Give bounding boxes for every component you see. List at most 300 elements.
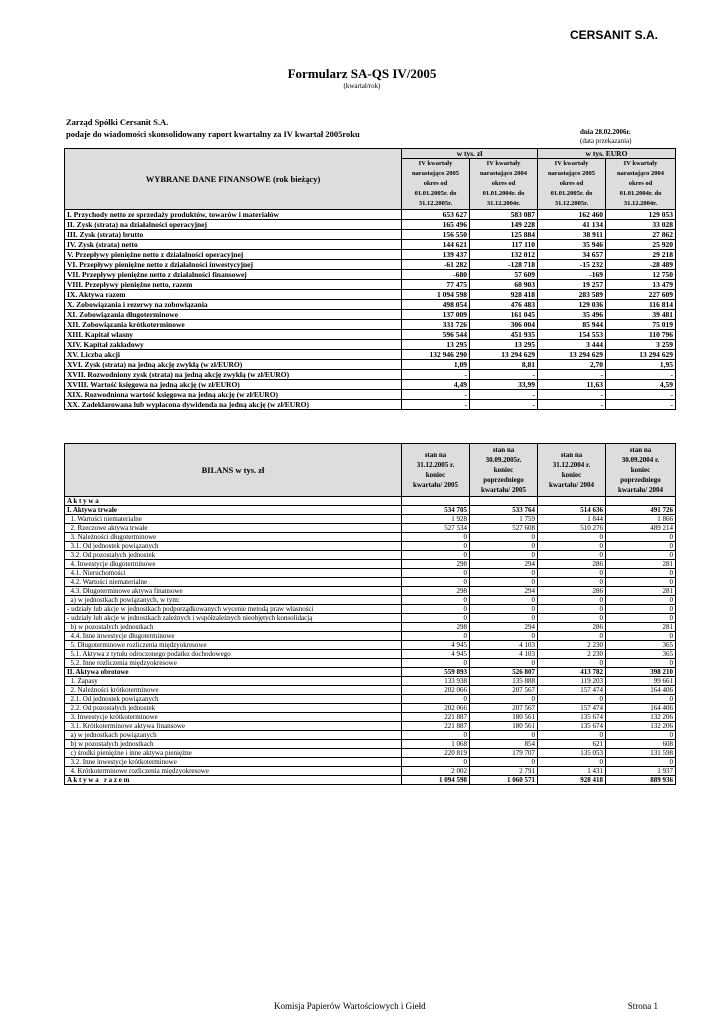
row-value: 25 920 <box>606 240 676 250</box>
row-value: - <box>538 370 606 380</box>
fin-col-header: IV kwartały narastająco 2004 okres od 01.01.2004r. do 31.12.2004r. <box>606 159 676 210</box>
row-value: 608 <box>606 740 676 749</box>
row-value: 137 009 <box>402 310 470 320</box>
row-value: 1 068 <box>402 740 470 749</box>
row-value: 0 <box>470 758 538 767</box>
fin-col-header: IV kwartały narastająco 2005 okres od 01.01.2005r. do 31.12.2005r. <box>402 159 470 210</box>
financial-row <box>65 310 676 320</box>
row-label: 3.1. Krótkoterminowe aktywa finansowe <box>65 722 402 731</box>
balance-row <box>65 668 676 677</box>
row-value: 0 <box>402 542 470 551</box>
row-label: XIII. Kapitał własny <box>65 330 402 340</box>
row-value <box>402 497 470 506</box>
row-value: 889 936 <box>606 776 676 785</box>
financial-row <box>65 360 676 370</box>
bal-col-header: stan na 31.12.2004 r. koniec kwartału/ 2004 <box>538 444 606 497</box>
row-label: 1. Wartości niematerialne <box>65 515 402 524</box>
row-label: - udziały lub akcje w jednostkach podporządkowanych wycenie metodą praw własności <box>65 605 402 614</box>
financial-row <box>65 300 676 310</box>
row-label: IX. Aktywa razem <box>65 290 402 300</box>
row-value: 283 589 <box>538 290 606 300</box>
board-line-2: podaje do wiadomości skonsolidowany raport kwartalny za IV kwartał 2005roku <box>66 129 360 139</box>
row-value: 2 230 <box>538 641 606 650</box>
row-label: 2. Rzeczowe aktywa trwałe <box>65 524 402 533</box>
row-value: 99 661 <box>606 677 676 686</box>
balance-row <box>65 749 676 758</box>
row-value: 306 004 <box>470 320 538 330</box>
row-label: A k t y w a <box>65 497 402 506</box>
balance-row <box>65 713 676 722</box>
row-value <box>470 497 538 506</box>
balance-row <box>65 596 676 605</box>
submission-date: dnia 28.02.2006r. <box>580 128 631 136</box>
financial-row <box>65 220 676 230</box>
row-value: 0 <box>470 551 538 560</box>
row-value: - <box>402 390 470 400</box>
form-subtitle: (kwartał/rok) <box>343 82 381 90</box>
row-value: 3 444 <box>538 340 606 350</box>
row-value: 202 066 <box>402 704 470 713</box>
row-value: 0 <box>470 569 538 578</box>
balance-row <box>65 704 676 713</box>
row-value: 1,09 <box>402 360 470 370</box>
row-value: 1,95 <box>606 360 676 370</box>
row-label: 5.1. Aktywa z tytułu odroczonego podatku dochodowego <box>65 650 402 659</box>
row-value: 125 884 <box>470 230 538 240</box>
row-value: 0 <box>402 695 470 704</box>
row-value: -15 232 <box>538 260 606 270</box>
row-value: -680 <box>402 270 470 280</box>
row-value: 298 <box>402 560 470 569</box>
fin-col-header: IV kwartały narastająco 2005 okres od 01.01.2005r. do 31.12.2005r. <box>538 159 606 210</box>
row-value: 0 <box>402 605 470 614</box>
row-value: 180 561 <box>470 713 538 722</box>
row-value: 0 <box>470 578 538 587</box>
row-value: 2 002 <box>402 767 470 776</box>
financial-title: WYBRANE DANE FINANSOWE (rok bieżący) <box>65 149 402 210</box>
row-label: XIX. Rozwodniona wartość księgowa na jedną akcję (w zł/EURO) <box>65 390 402 400</box>
row-label: b) w pozostałych jednostkach <box>65 623 402 632</box>
balance-row <box>65 695 676 704</box>
row-label: I. Przychody netto ze sprzedaży produktów, towarów i materiałów <box>65 210 402 220</box>
row-value: 928 418 <box>470 290 538 300</box>
financial-row <box>65 250 676 260</box>
row-value: 1 844 <box>538 515 606 524</box>
row-value: 413 782 <box>538 668 606 677</box>
balance-row <box>65 605 676 614</box>
row-value: 19 257 <box>538 280 606 290</box>
row-value: 0 <box>470 731 538 740</box>
row-value: 854 <box>470 740 538 749</box>
financial-row <box>65 210 676 220</box>
row-value: 4,49 <box>402 380 470 390</box>
balance-row <box>65 614 676 623</box>
row-label: 4. Krótkoterminowe rozliczenia międzyokresowe <box>65 767 402 776</box>
submission-date-label: (data przekazania) <box>580 137 632 145</box>
balance-row <box>65 641 676 650</box>
financial-row <box>65 370 676 380</box>
row-label: 5. Długoterminowe rozliczenia międzyokresowe <box>65 641 402 650</box>
row-label: 3.2. Od pozostałych jednostek <box>65 551 402 560</box>
row-value: 526 807 <box>470 668 538 677</box>
financial-row <box>65 330 676 340</box>
row-value: 0 <box>606 731 676 740</box>
row-label: 2.1. Od jednostek powiązanych <box>65 695 402 704</box>
row-value: 4 103 <box>470 641 538 650</box>
row-value: 0 <box>470 596 538 605</box>
bal-col-header: stan na 30.09.2004 r. koniec poprzedniego kwartału/ 2004 <box>606 444 676 497</box>
balance-row <box>65 722 676 731</box>
row-value: 0 <box>470 632 538 641</box>
balance-row <box>65 650 676 659</box>
balance-row <box>65 569 676 578</box>
row-value: 621 <box>538 740 606 749</box>
row-value: 157 474 <box>538 704 606 713</box>
balance-row <box>65 677 676 686</box>
row-value: 221 887 <box>402 722 470 731</box>
financial-row <box>65 340 676 350</box>
group-eur: w tys. EURO <box>538 149 676 159</box>
row-value: - <box>606 370 676 380</box>
row-value: 0 <box>538 578 606 587</box>
balance-title: BILANS w tys. zł <box>65 444 402 497</box>
financial-row <box>65 380 676 390</box>
row-value: 0 <box>470 614 538 623</box>
row-value: 129 053 <box>606 210 676 220</box>
row-value: 221 887 <box>402 713 470 722</box>
row-value: 77 475 <box>402 280 470 290</box>
row-label: I. Aktywa trwałe <box>65 506 402 515</box>
row-value: 75 019 <box>606 320 676 330</box>
fin-col-header: IV kwartały narastająco 2004 okres od 01.01.2004r. do 31.12.2004r. <box>470 159 538 210</box>
row-label: XVIII. Wartość księgowa na jedną akcję (w zł/EURO) <box>65 380 402 390</box>
row-value: 180 561 <box>470 722 538 731</box>
row-value: 165 496 <box>402 220 470 230</box>
row-value: 0 <box>470 605 538 614</box>
row-value: 0 <box>606 614 676 623</box>
row-value: 35 946 <box>538 240 606 250</box>
row-value: 0 <box>402 578 470 587</box>
row-value: 294 <box>470 560 538 569</box>
row-value: 135 674 <box>538 722 606 731</box>
row-label: 4.2. Wartości niematerialne <box>65 578 402 587</box>
row-value: 33,99 <box>470 380 538 390</box>
row-value: 281 <box>606 560 676 569</box>
row-value: 1 759 <box>470 515 538 524</box>
row-value: - <box>538 390 606 400</box>
row-value: 331 726 <box>402 320 470 330</box>
row-value: 13 294 629 <box>470 350 538 360</box>
balance-row <box>65 632 676 641</box>
row-value: 298 <box>402 587 470 596</box>
row-label: 5.2. Inne rozliczenia międzyokresowe <box>65 659 402 668</box>
row-value: 514 636 <box>538 506 606 515</box>
row-value: 0 <box>538 533 606 542</box>
balance-row <box>65 506 676 515</box>
row-value: - <box>470 400 538 410</box>
row-value: 35 496 <box>538 310 606 320</box>
row-label: 3.1. Od jednostek powiązanych <box>65 542 402 551</box>
row-value: 286 <box>538 560 606 569</box>
row-value: 0 <box>606 542 676 551</box>
row-value: 286 <box>538 587 606 596</box>
balance-row <box>65 524 676 533</box>
row-value: 0 <box>538 632 606 641</box>
row-value: 164 406 <box>606 686 676 695</box>
financial-row <box>65 350 676 360</box>
balance-row <box>65 515 676 524</box>
row-value: 2,70 <box>538 360 606 370</box>
row-value: 135 888 <box>470 677 538 686</box>
company-name: CERSANIT S.A. <box>569 28 658 42</box>
financial-row <box>65 230 676 240</box>
row-label: XV. Liczba akcji <box>65 350 402 360</box>
row-value: - <box>470 390 538 400</box>
row-value: 154 553 <box>538 330 606 340</box>
balance-row <box>65 623 676 632</box>
row-value: - <box>538 400 606 410</box>
row-value: 0 <box>402 569 470 578</box>
row-value: 0 <box>538 605 606 614</box>
date-box <box>580 128 660 146</box>
row-value: 39 481 <box>606 310 676 320</box>
row-value: 132 206 <box>606 722 676 731</box>
row-value: 116 814 <box>606 300 676 310</box>
row-value: 13 295 <box>470 340 538 350</box>
row-value: 294 <box>470 623 538 632</box>
row-value: 281 <box>606 623 676 632</box>
row-value: 0 <box>606 533 676 542</box>
bal-col-header: stan na 30.09.2005r. koniec poprzedniego kwartału/ 2005 <box>470 444 538 497</box>
row-value: -169 <box>538 270 606 280</box>
row-label: VII. Przepływy pieniężne netto z działalności finansowej <box>65 270 402 280</box>
row-value: 0 <box>538 731 606 740</box>
row-label: a) w jednostkach powiązanych, w tym: <box>65 596 402 605</box>
row-value: 476 483 <box>470 300 538 310</box>
row-value: 286 <box>538 623 606 632</box>
row-value: 1 937 <box>606 767 676 776</box>
row-value: 0 <box>606 605 676 614</box>
row-value: 298 <box>402 623 470 632</box>
row-value: 119 203 <box>538 677 606 686</box>
row-value: 1 928 <box>402 515 470 524</box>
row-value: 451 935 <box>470 330 538 340</box>
balance-row <box>65 587 676 596</box>
row-value: 0 <box>606 659 676 668</box>
financial-row <box>65 390 676 400</box>
row-value: 527 608 <box>470 524 538 533</box>
row-value: 33 028 <box>606 220 676 230</box>
row-value: 4,59 <box>606 380 676 390</box>
row-value: 527 534 <box>402 524 470 533</box>
row-value: 398 210 <box>606 668 676 677</box>
financial-row <box>65 320 676 330</box>
row-label: - udziały lub akcje w jednostkach zależnych i współzależnych nieobjętych konsolidacją <box>65 614 402 623</box>
balance-table <box>64 443 676 785</box>
row-value: 0 <box>538 596 606 605</box>
row-value: 0 <box>402 758 470 767</box>
row-value: 0 <box>470 542 538 551</box>
row-label: 4.4. Inne inwestycje długoterminowe <box>65 632 402 641</box>
row-value: 0 <box>606 569 676 578</box>
row-value: 0 <box>606 758 676 767</box>
row-value: 4 945 <box>402 641 470 650</box>
row-value: 0 <box>402 731 470 740</box>
financial-row <box>65 290 676 300</box>
balance-row <box>65 731 676 740</box>
financial-row <box>65 400 676 410</box>
row-value: - <box>470 370 538 380</box>
row-value: 3 259 <box>606 340 676 350</box>
row-value: 0 <box>538 659 606 668</box>
row-value: 0 <box>402 551 470 560</box>
row-value: 0 <box>402 533 470 542</box>
row-value: 0 <box>538 758 606 767</box>
row-value: 41 134 <box>538 220 606 230</box>
balance-row <box>65 659 676 668</box>
row-value: 559 893 <box>402 668 470 677</box>
row-label: A k t y w a r a z e m <box>65 776 402 785</box>
row-label: a) w jednostkach powiązanych <box>65 731 402 740</box>
row-value: 60 903 <box>470 280 538 290</box>
row-value: 4 103 <box>470 650 538 659</box>
row-value <box>538 497 606 506</box>
row-label: 3. Inwestycje krótkoterminowe <box>65 713 402 722</box>
balance-row <box>65 560 676 569</box>
financial-table <box>64 148 676 410</box>
row-value: 281 <box>606 587 676 596</box>
row-label: III. Zysk (strata) brutto <box>65 230 402 240</box>
row-value: 2 230 <box>538 650 606 659</box>
row-value: 0 <box>402 614 470 623</box>
financial-row <box>65 280 676 290</box>
row-value: 156 550 <box>402 230 470 240</box>
row-value: 207 567 <box>470 686 538 695</box>
balance-row <box>65 551 676 560</box>
row-value: 13 294 629 <box>538 350 606 360</box>
row-value: 179 707 <box>470 749 538 758</box>
row-value: 0 <box>538 614 606 623</box>
row-label: 3.2. Inne inwestycje krótkoterminowe <box>65 758 402 767</box>
row-value: 131 598 <box>606 749 676 758</box>
row-value: 85 944 <box>538 320 606 330</box>
row-label: 4. Inwestycje długoterminowe <box>65 560 402 569</box>
row-value: 135 053 <box>538 749 606 758</box>
row-label: IV. Zysk (strata) netto <box>65 240 402 250</box>
row-value: 132 012 <box>470 250 538 260</box>
row-value: -28 489 <box>606 260 676 270</box>
board-statement <box>66 116 360 140</box>
balance-row <box>65 497 676 506</box>
row-value: 653 627 <box>402 210 470 220</box>
row-value: 0 <box>402 659 470 668</box>
row-value: 0 <box>470 695 538 704</box>
row-value: 38 911 <box>538 230 606 240</box>
row-value: 132 206 <box>606 713 676 722</box>
row-value: 34 657 <box>538 250 606 260</box>
row-value: 1 866 <box>606 515 676 524</box>
row-label: VI. Przepływy pieniężne netto z działalności inwestycyjnej <box>65 260 402 270</box>
row-value: 11,63 <box>538 380 606 390</box>
row-value: 0 <box>470 533 538 542</box>
balance-row <box>65 533 676 542</box>
row-value: 1 060 571 <box>470 776 538 785</box>
row-value: 29 218 <box>606 250 676 260</box>
row-value: 135 674 <box>538 713 606 722</box>
row-value: 161 045 <box>470 310 538 320</box>
row-value: 2 791 <box>470 767 538 776</box>
financial-row <box>65 270 676 280</box>
row-label: 2.2. Od pozostałych jednostek <box>65 704 402 713</box>
balance-row <box>65 758 676 767</box>
row-value: 534 705 <box>402 506 470 515</box>
row-value: 162 460 <box>538 210 606 220</box>
row-label: b) w pozostałych jednostkach <box>65 740 402 749</box>
row-value: 0 <box>402 596 470 605</box>
row-value: 129 036 <box>538 300 606 310</box>
row-value: 13 295 <box>402 340 470 350</box>
row-value: 57 609 <box>470 270 538 280</box>
balance-row <box>65 767 676 776</box>
row-label: XVII. Rozwodniony zysk (strata) na jedną akcję zwykłą (w zł/EURO) <box>65 370 402 380</box>
row-value: 117 110 <box>470 240 538 250</box>
row-label: 2. Należności krótkoterminowe <box>65 686 402 695</box>
row-value: 0 <box>538 551 606 560</box>
row-label: 1. Zapasy <box>65 677 402 686</box>
row-value: 0 <box>606 632 676 641</box>
row-label: VIII. Przepływy pieniężne netto, razem <box>65 280 402 290</box>
group-pln: w tys. zł <box>402 149 538 159</box>
row-label: V. Przepływy pieniężne netto z działalności operacyjnej <box>65 250 402 260</box>
row-value: 498 054 <box>402 300 470 310</box>
row-label: XI. Zobowiązania długoterminowe <box>65 310 402 320</box>
financial-row <box>65 260 676 270</box>
row-label: X. Zobowiązania i rezerwy na zobowiązania <box>65 300 402 310</box>
bal-col-header: stan na 31.12.2005 r. koniec kwartału/ 2005 <box>402 444 470 497</box>
row-value: 133 938 <box>402 677 470 686</box>
row-value: 27 862 <box>606 230 676 240</box>
row-label: XX. Zadeklarowana lub wypłacona dywidenda na jedną akcję (w zł/EURO) <box>65 400 402 410</box>
row-value: 144 621 <box>402 240 470 250</box>
row-value: 510 276 <box>538 524 606 533</box>
row-value <box>606 497 676 506</box>
row-value: 110 796 <box>606 330 676 340</box>
footer-page: Strona 1 <box>627 1001 658 1011</box>
row-label: XIV. Kapitał zakładowy <box>65 340 402 350</box>
row-value: 365 <box>606 650 676 659</box>
row-value: 0 <box>606 596 676 605</box>
row-value: 491 726 <box>606 506 676 515</box>
row-value: 1 431 <box>538 767 606 776</box>
row-value: 207 567 <box>470 704 538 713</box>
row-value: 8,81 <box>470 360 538 370</box>
row-value: - <box>402 400 470 410</box>
row-value: 0 <box>470 659 538 668</box>
row-value: 157 474 <box>538 686 606 695</box>
row-value: 0 <box>606 578 676 587</box>
row-value: 365 <box>606 641 676 650</box>
row-value: 13 294 629 <box>606 350 676 360</box>
row-value: 202 066 <box>402 686 470 695</box>
row-label: II. Aktywa obrotowe <box>65 668 402 677</box>
row-value: 0 <box>538 542 606 551</box>
form-title: Formularz SA-QS IV/2005 <box>287 66 437 81</box>
row-value: 583 087 <box>470 210 538 220</box>
row-value: 139 437 <box>402 250 470 260</box>
row-value: 13 479 <box>606 280 676 290</box>
row-value: 0 <box>538 569 606 578</box>
row-value: 596 544 <box>402 330 470 340</box>
